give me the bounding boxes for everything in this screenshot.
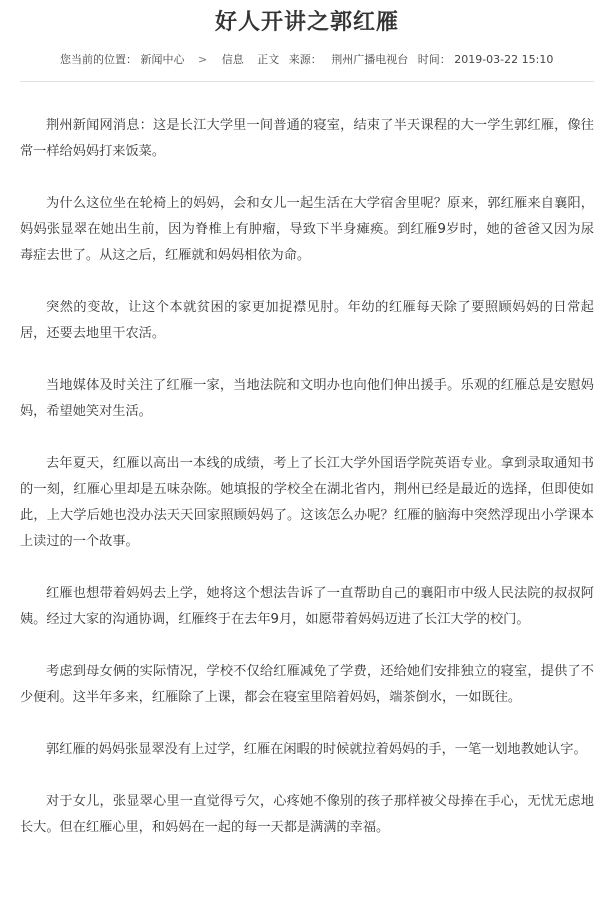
article-paragraph: 当地媒体及时关注了红雁一家，当地法院和文明办也向他们伸出援手。乐观的红雁总是安慰妈妈，希望她笑对生活。	[20, 378, 594, 419]
article-paragraph: 考虑到母女俩的实际情况，学校不仅给红雁减免了学费，还给她们安排独立的寝室，提供了不少便利。这半年多来，红雁除了上课，都会在寝室里陪着妈妈，端茶倒水，一如既往。	[20, 664, 594, 705]
source-value: 荆州广播电视台	[331, 53, 409, 66]
time-label: 时间：	[417, 53, 451, 66]
breadcrumb-current: 正文	[257, 53, 280, 66]
article-paragraph: 荆州新闻网消息：这是长江大学里一间普通的寝室，结束了半天课程的大一学生郭红雁，像往常一样给妈妈打来饭菜。	[20, 118, 594, 159]
page-title: 好人开讲之郭红雁	[214, 10, 399, 35]
article-paragraph: 为什么这位坐在轮椅上的妈妈，会和女儿一起生活在大学宿舍里呢？原来，郭红雁来自襄阳，妈妈张显翠在她出生前，因为脊椎上有肿瘤，导致下半身瘫痪。到红雁9岁时，她的爸爸又因为尿毒症去世了。从这之后，红雁就和妈妈相依为命。	[20, 196, 594, 263]
breadcrumb-link-info[interactable]: 信息	[221, 53, 244, 66]
divider	[20, 81, 594, 82]
time-value: 2019-03-22 15:10	[454, 53, 554, 66]
article-paragraph: 突然的变故，让这个本就贫困的家更加捉襟见肘。年幼的红雁每天除了要照顾妈妈的日常起居，还要去地里干农活。	[20, 300, 594, 341]
article-paragraph: 郭红雁的妈妈张显翠没有上过学，红雁在闲暇的时候就拉着妈妈的手，一笔一划地教她认字。	[46, 742, 587, 757]
breadcrumb-link-news-center[interactable]: 新闻中心	[140, 53, 185, 66]
article-paragraph: 对于女儿，张显翠心里一直觉得亏欠，心疼她不像别的孩子那样被父母捧在手心，无忧无虑地长大。但在红雁心里，和妈妈在一起的每一天都是满满的幸福。	[20, 794, 594, 835]
location-label: 您当前的位置：	[60, 53, 137, 66]
article-paragraph: 去年夏天，红雁以高出一本线的成绩，考上了长江大学外国语学院英语专业。拿到录取通知书的一刻，红雁心里却是五味杂陈。她填报的学校全在湖北省内，荆州已经是最近的选择，但即使如此，上大学后她也没办法天天回家照顾妈妈了。这该怎么办呢？红雁的脑海中突然浮现出小学课本上读过的一个故事。	[20, 456, 594, 549]
chevron-right-icon: >	[198, 53, 208, 66]
article-paragraph: 红雁也想带着妈妈去上学，她将这个想法告诉了一直帮助自己的襄阳市中级人民法院的叔叔阿姨。经过大家的沟通协调，红雁终于在去年9月，如愿带着妈妈迈进了长江大学的校门。	[20, 586, 594, 627]
source-label: 来源：	[288, 53, 322, 66]
article-body	[0, 113, 614, 841]
article-meta	[0, 51, 614, 69]
